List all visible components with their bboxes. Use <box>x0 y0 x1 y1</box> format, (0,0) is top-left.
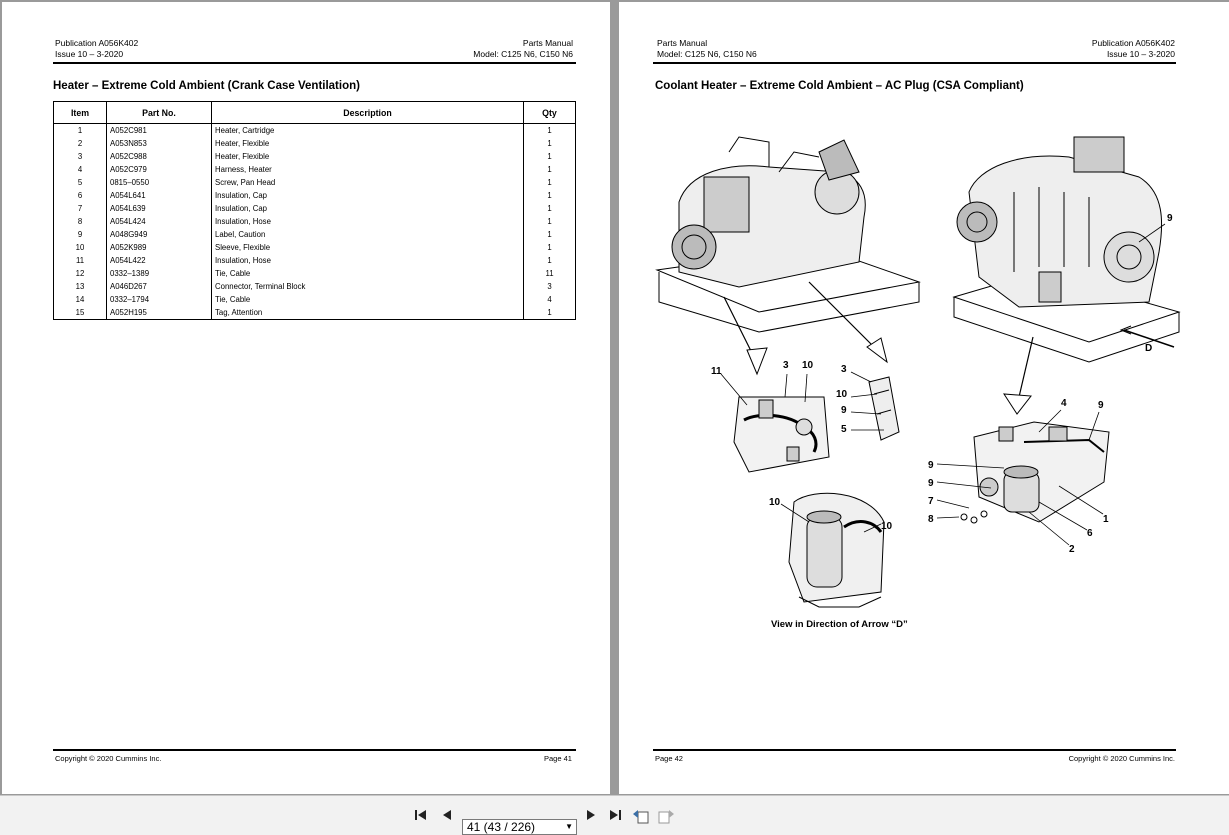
page-number: Page 41 <box>544 754 572 763</box>
callout-3: 3 <box>841 364 847 375</box>
cell-description: Heater, Flexible <box>212 150 524 163</box>
cell-qty: 3 <box>524 280 576 293</box>
manual-name: Parts Manual <box>657 38 708 48</box>
table-row <box>54 228 576 241</box>
cell-item: 13 <box>54 280 107 293</box>
publication-number: Publication A056K402 <box>1091 38 1175 48</box>
callout-3: 3 <box>783 360 789 371</box>
callout-9: 9 <box>1098 400 1104 411</box>
cell-part-no: A052H195 <box>107 306 212 320</box>
cell-item: 9 <box>54 228 107 241</box>
callout-6: 6 <box>1087 528 1093 539</box>
model-name: Model: C125 N6, C150 N6 <box>657 49 757 59</box>
cell-qty: 1 <box>524 215 576 228</box>
cell-description: Sleeve, Flexible <box>212 241 524 254</box>
page-title: Coolant Heater – Extreme Cold Ambient – AC Plug (CSA Compliant) <box>655 80 1024 92</box>
cell-qty: 1 <box>524 202 576 215</box>
header-rule <box>53 62 576 64</box>
publication-number: Publication A056K402 <box>55 38 139 48</box>
cell-part-no: A053N853 <box>107 137 212 150</box>
cell-description: Insulation, Cap <box>212 189 524 202</box>
detail-view-right <box>961 422 1109 523</box>
callout-7: 7 <box>928 496 934 507</box>
cell-item: 14 <box>54 293 107 306</box>
cell-item: 4 <box>54 163 107 176</box>
table-row <box>54 215 576 228</box>
cell-part-no: A054L639 <box>107 202 212 215</box>
footer-rule <box>653 749 1176 751</box>
table-header-row <box>54 102 576 124</box>
col-header-qty: Qty <box>524 102 576 124</box>
callout-10: 10 <box>802 360 814 371</box>
cell-part-no: A046D267 <box>107 280 212 293</box>
chevron-down-icon: ▼ <box>565 822 573 831</box>
cell-item: 6 <box>54 189 107 202</box>
cell-description: Connector, Terminal Block <box>212 280 524 293</box>
callout-11: 11 <box>711 366 722 377</box>
cell-description: Label, Caution <box>212 228 524 241</box>
cell-description: Tag, Attention <box>212 306 524 320</box>
header-right <box>473 38 573 60</box>
col-header-part-no: Part No. <box>107 102 212 124</box>
cell-item: 10 <box>54 241 107 254</box>
cell-part-no: A048G949 <box>107 228 212 241</box>
cell-item: 2 <box>54 137 107 150</box>
callout-8: 8 <box>928 514 934 525</box>
cell-description: Screw, Pan Head <box>212 176 524 189</box>
cell-description: Insulation, Cap <box>212 202 524 215</box>
parts-table <box>53 101 576 320</box>
cell-description: Insulation, Hose <box>212 215 524 228</box>
cell-description: Tie, Cable <box>212 267 524 280</box>
cell-part-no: A054L641 <box>107 189 212 202</box>
copyright: Copyright © 2020 Cummins Inc. <box>55 754 162 763</box>
cell-qty: 1 <box>524 150 576 163</box>
go-forward-icon[interactable] <box>657 808 675 824</box>
cell-description: Harness, Heater <box>212 163 524 176</box>
cell-item: 8 <box>54 215 107 228</box>
callout-1: 1 <box>1103 514 1109 525</box>
cell-qty: 1 <box>524 306 576 320</box>
cell-qty: 4 <box>524 293 576 306</box>
footer-rule <box>53 749 576 751</box>
parts-diagram <box>619 2 1229 742</box>
cell-qty: 1 <box>524 241 576 254</box>
cell-item: 3 <box>54 150 107 163</box>
issue-number: Issue 10 – 3-2020 <box>55 49 124 59</box>
callout-10: 10 <box>836 389 848 400</box>
cell-part-no: 0332–1794 <box>107 293 212 306</box>
table-row <box>54 163 576 176</box>
cell-item: 5 <box>54 176 107 189</box>
table-row <box>54 176 576 189</box>
manual-name: Parts Manual <box>522 38 573 48</box>
cell-description: Heater, Flexible <box>212 137 524 150</box>
cell-item: 7 <box>54 202 107 215</box>
cell-part-no: 0815–0550 <box>107 176 212 189</box>
diagram-caption: View in Direction of Arrow “D” <box>771 619 908 630</box>
first-page-icon[interactable] <box>412 808 430 824</box>
callout-5: 5 <box>841 424 847 435</box>
table-row <box>54 267 576 280</box>
callout-9: 9 <box>841 405 847 416</box>
cell-qty: 1 <box>524 228 576 241</box>
detail-view-left <box>734 397 829 472</box>
table-row <box>54 202 576 215</box>
callout-d: D <box>1145 343 1153 354</box>
callout-9: 9 <box>928 478 934 489</box>
table-row <box>54 124 576 138</box>
left-page <box>2 2 610 794</box>
copyright: Copyright © 2020 Cummins Inc. <box>1068 754 1175 763</box>
cell-part-no: A054L424 <box>107 215 212 228</box>
cell-part-no: 0332–1389 <box>107 267 212 280</box>
cell-part-no: A052K989 <box>107 241 212 254</box>
detail-view-heater <box>789 493 884 607</box>
callout-4: 4 <box>1061 398 1067 409</box>
callout-9: 9 <box>1167 213 1173 224</box>
table-row <box>54 280 576 293</box>
cell-part-no: A052C981 <box>107 124 212 138</box>
cell-description: Heater, Cartridge <box>212 124 524 138</box>
last-page-icon[interactable] <box>606 808 624 824</box>
engine-right-drawing <box>954 137 1179 362</box>
page-number: Page 42 <box>655 754 683 763</box>
cell-qty: 1 <box>524 163 576 176</box>
table-row <box>54 254 576 267</box>
previous-page-icon[interactable] <box>438 808 456 824</box>
engine-left-drawing <box>657 137 919 332</box>
table-row <box>54 137 576 150</box>
navigation-toolbar <box>0 795 1229 835</box>
detail-view-center <box>869 377 899 440</box>
page-indicator: 41 (43 / 226) <box>467 820 536 834</box>
go-back-icon[interactable] <box>632 808 650 824</box>
next-page-icon[interactable] <box>582 808 600 824</box>
cell-qty: 11 <box>524 267 576 280</box>
issue-number: Issue 10 – 3-2020 <box>1106 49 1175 59</box>
page-selector[interactable] <box>462 819 577 835</box>
callout-10: 10 <box>881 521 893 532</box>
cell-part-no: A052C988 <box>107 150 212 163</box>
model-name: Model: C125 N6, C150 N6 <box>473 49 573 59</box>
cell-qty: 1 <box>524 189 576 202</box>
page-title: Heater – Extreme Cold Ambient (Crank Case Ventilation) <box>53 80 360 92</box>
cell-description: Insulation, Hose <box>212 254 524 267</box>
cell-item: 15 <box>54 306 107 320</box>
cell-item: 12 <box>54 267 107 280</box>
cell-item: 11 <box>54 254 107 267</box>
table-row <box>54 241 576 254</box>
cell-qty: 1 <box>524 176 576 189</box>
cell-item: 1 <box>54 124 107 138</box>
header-left <box>55 38 138 60</box>
callout-10: 10 <box>769 497 781 508</box>
col-header-item: Item <box>54 102 107 124</box>
col-header-description: Description <box>212 102 524 124</box>
cell-qty: 1 <box>524 124 576 138</box>
table-row <box>54 189 576 202</box>
right-page <box>619 2 1229 794</box>
cell-description: Tie, Cable <box>212 293 524 306</box>
table-row <box>54 293 576 306</box>
cell-part-no: A052C979 <box>107 163 212 176</box>
table-row <box>54 150 576 163</box>
cell-qty: 1 <box>524 137 576 150</box>
table-row <box>54 306 576 320</box>
callout-9: 9 <box>928 460 934 471</box>
cell-part-no: A054L422 <box>107 254 212 267</box>
callout-2: 2 <box>1069 544 1075 555</box>
cell-qty: 1 <box>524 254 576 267</box>
